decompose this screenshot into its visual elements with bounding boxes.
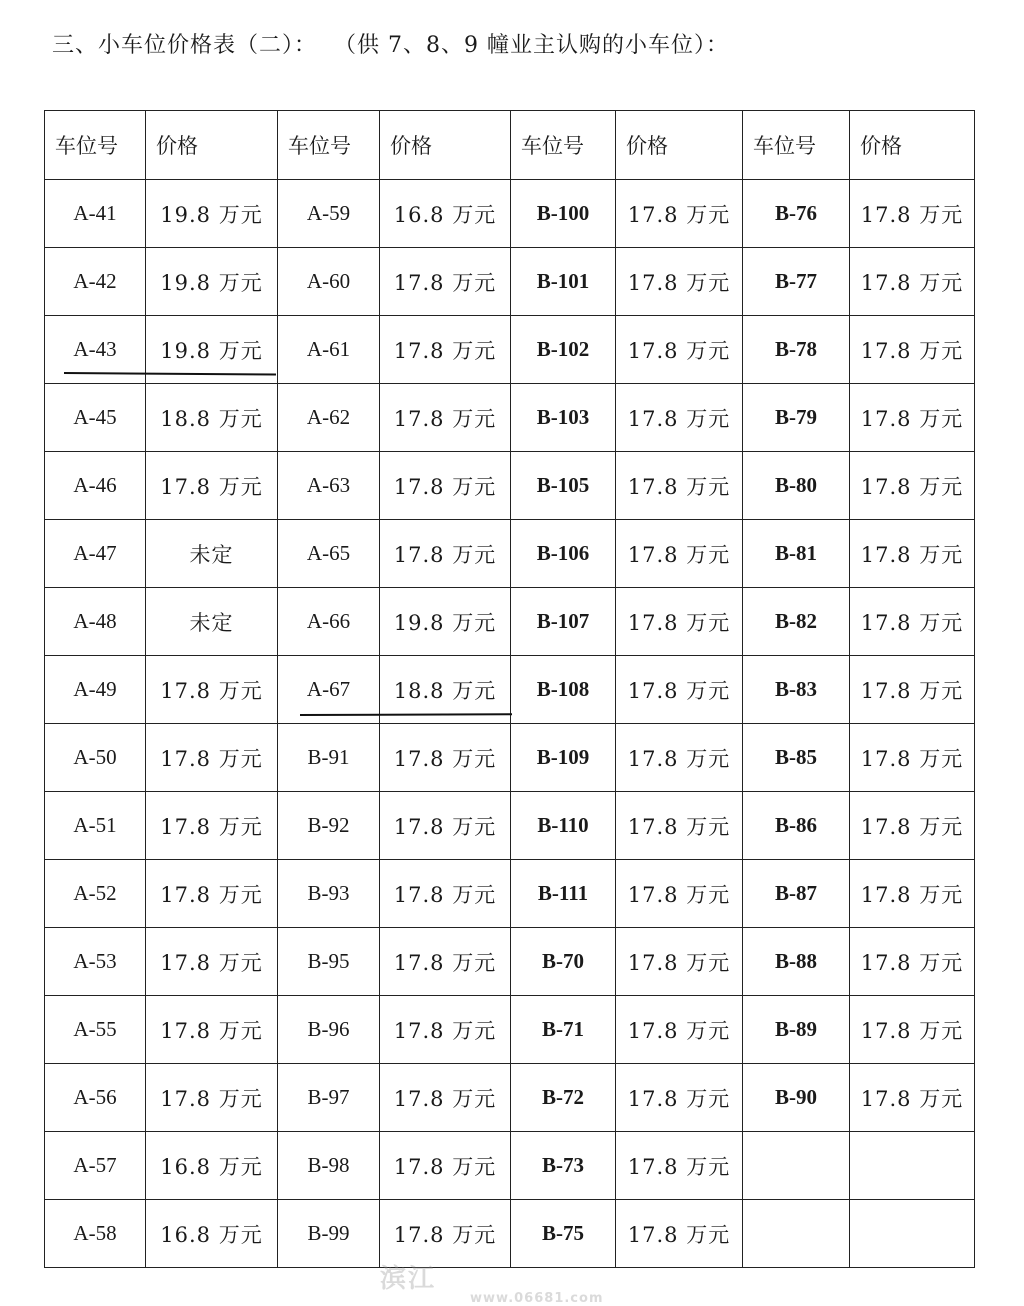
lot-number-cell: A-55 [45, 996, 146, 1064]
header-price: 价格 [850, 111, 975, 180]
lot-number-cell: B-99 [278, 1200, 380, 1268]
table-body [45, 180, 975, 1268]
lot-number-cell: B-80 [743, 452, 850, 520]
table-row [45, 520, 975, 588]
price-cell: 18.8 万元 [380, 656, 511, 724]
watermark [380, 1258, 604, 1306]
price-cell: 17.8 万元 [850, 588, 975, 656]
price-cell: 17.8 万元 [146, 928, 278, 996]
price-cell: 17.8 万元 [850, 384, 975, 452]
lot-number-cell: B-86 [743, 792, 850, 860]
price-cell: 17.8 万元 [850, 316, 975, 384]
price-cell: 17.8 万元 [616, 520, 743, 588]
lot-number-cell: A-52 [45, 860, 146, 928]
table-row [45, 588, 975, 656]
price-cell: 17.8 万元 [850, 1064, 975, 1132]
lot-number-cell: B-109 [511, 724, 616, 792]
price-cell: 17.8 万元 [616, 180, 743, 248]
price-cell: 19.8 万元 [146, 248, 278, 316]
price-cell: 未定 [146, 588, 278, 656]
price-cell: 17.8 万元 [850, 724, 975, 792]
lot-number-cell: A-45 [45, 384, 146, 452]
lot-number-cell: A-51 [45, 792, 146, 860]
lot-number-cell: A-66 [278, 588, 380, 656]
lot-number-cell: B-78 [743, 316, 850, 384]
lot-number-cell: B-90 [743, 1064, 850, 1132]
lot-number-cell: A-65 [278, 520, 380, 588]
table-row [45, 928, 975, 996]
title-subtitle: （供 7、8、9 幢业主认购的小车位）： [345, 33, 729, 58]
lot-number-cell: B-100 [511, 180, 616, 248]
lot-number-cell: B-95 [278, 928, 380, 996]
lot-number-cell: A-46 [45, 452, 146, 520]
table-row [45, 180, 975, 248]
price-cell [850, 1200, 975, 1268]
lot-number-cell: A-48 [45, 588, 146, 656]
lot-number-cell: A-43 [45, 316, 146, 384]
price-cell: 17.8 万元 [146, 656, 278, 724]
lot-number-cell: A-63 [278, 452, 380, 520]
lot-number-cell: B-97 [278, 1064, 380, 1132]
lot-number-cell: A-50 [45, 724, 146, 792]
price-cell: 17.8 万元 [616, 860, 743, 928]
lot-number-cell: B-92 [278, 792, 380, 860]
lot-number-cell: B-88 [743, 928, 850, 996]
table-row [45, 248, 975, 316]
lot-number-cell [743, 1132, 850, 1200]
lot-number-cell: B-105 [511, 452, 616, 520]
lot-number-cell: A-67 [278, 656, 380, 724]
lot-number-cell: B-75 [511, 1200, 616, 1268]
table-row [45, 1132, 975, 1200]
price-cell: 17.8 万元 [850, 656, 975, 724]
lot-number-cell: B-103 [511, 384, 616, 452]
title-main: 三、小车位价格表（二）： [52, 33, 318, 58]
price-cell: 17.8 万元 [616, 1200, 743, 1268]
price-cell: 17.8 万元 [380, 248, 511, 316]
price-cell: 16.8 万元 [380, 180, 511, 248]
price-cell: 17.8 万元 [850, 180, 975, 248]
price-cell: 17.8 万元 [616, 996, 743, 1064]
price-cell: 17.8 万元 [380, 928, 511, 996]
lot-number-cell: A-58 [45, 1200, 146, 1268]
price-cell: 17.8 万元 [616, 1132, 743, 1200]
price-cell: 17.8 万元 [616, 452, 743, 520]
price-cell: 未定 [146, 520, 278, 588]
lot-number-cell: B-107 [511, 588, 616, 656]
price-cell: 17.8 万元 [380, 792, 511, 860]
price-cell: 17.8 万元 [850, 520, 975, 588]
lot-number-cell: A-60 [278, 248, 380, 316]
page-title [52, 28, 729, 59]
lot-number-cell: B-73 [511, 1132, 616, 1200]
price-cell: 17.8 万元 [380, 996, 511, 1064]
price-cell: 19.8 万元 [146, 180, 278, 248]
price-cell: 17.8 万元 [616, 656, 743, 724]
lot-number-cell: B-96 [278, 996, 380, 1064]
lot-number-cell: B-82 [743, 588, 850, 656]
price-cell: 17.8 万元 [380, 1132, 511, 1200]
price-cell: 17.8 万元 [146, 452, 278, 520]
lot-number-cell: B-71 [511, 996, 616, 1064]
price-cell: 17.8 万元 [146, 996, 278, 1064]
price-cell: 17.8 万元 [380, 1064, 511, 1132]
price-cell: 17.8 万元 [146, 860, 278, 928]
lot-number-cell: A-49 [45, 656, 146, 724]
lot-number-cell: A-41 [45, 180, 146, 248]
lot-number-cell: B-101 [511, 248, 616, 316]
lot-number-cell: B-79 [743, 384, 850, 452]
price-cell: 18.8 万元 [146, 384, 278, 452]
header-lot-number: 车位号 [45, 111, 146, 180]
price-cell: 17.8 万元 [850, 792, 975, 860]
price-cell: 17.8 万元 [146, 792, 278, 860]
lot-number-cell: A-42 [45, 248, 146, 316]
price-cell: 17.8 万元 [850, 996, 975, 1064]
price-cell [850, 1132, 975, 1200]
price-cell: 17.8 万元 [850, 928, 975, 996]
header-price: 价格 [380, 111, 511, 180]
price-cell: 17.8 万元 [380, 1200, 511, 1268]
lot-number-cell: A-47 [45, 520, 146, 588]
price-cell: 17.8 万元 [616, 316, 743, 384]
lot-number-cell: B-72 [511, 1064, 616, 1132]
table-row [45, 1064, 975, 1132]
price-cell: 17.8 万元 [616, 792, 743, 860]
price-cell: 17.8 万元 [850, 860, 975, 928]
lot-number-cell: B-81 [743, 520, 850, 588]
price-cell: 16.8 万元 [146, 1132, 278, 1200]
lot-number-cell: A-53 [45, 928, 146, 996]
lot-number-cell: A-61 [278, 316, 380, 384]
header-lot-number: 车位号 [278, 111, 380, 180]
lot-number-cell: A-56 [45, 1064, 146, 1132]
table-row [45, 452, 975, 520]
price-cell: 17.8 万元 [616, 928, 743, 996]
price-cell: 17.8 万元 [380, 520, 511, 588]
table-header-row [45, 111, 975, 180]
watermark-text: 滨江 [380, 1264, 437, 1294]
lot-number-cell: A-57 [45, 1132, 146, 1200]
lot-number-cell: B-76 [743, 180, 850, 248]
header-price: 价格 [146, 111, 278, 180]
price-cell: 16.8 万元 [146, 1200, 278, 1268]
price-cell: 17.8 万元 [850, 452, 975, 520]
price-cell: 17.8 万元 [380, 860, 511, 928]
price-cell: 17.8 万元 [616, 1064, 743, 1132]
price-cell: 17.8 万元 [380, 384, 511, 452]
price-cell: 17.8 万元 [616, 248, 743, 316]
price-cell: 17.8 万元 [616, 588, 743, 656]
table-row [45, 384, 975, 452]
price-cell: 17.8 万元 [146, 1064, 278, 1132]
price-cell: 17.8 万元 [850, 248, 975, 316]
header-lot-number: 车位号 [511, 111, 616, 180]
table-row [45, 996, 975, 1064]
price-cell: 19.8 万元 [146, 316, 278, 384]
price-cell: 17.8 万元 [380, 452, 511, 520]
price-cell: 17.8 万元 [616, 724, 743, 792]
lot-number-cell: B-91 [278, 724, 380, 792]
lot-number-cell: A-62 [278, 384, 380, 452]
lot-number-cell: B-106 [511, 520, 616, 588]
lot-number-cell: B-93 [278, 860, 380, 928]
price-cell: 17.8 万元 [380, 724, 511, 792]
lot-number-cell: B-98 [278, 1132, 380, 1200]
lot-number-cell [743, 1200, 850, 1268]
lot-number-cell: B-108 [511, 656, 616, 724]
price-cell: 17.8 万元 [616, 384, 743, 452]
price-cell: 17.8 万元 [146, 724, 278, 792]
lot-number-cell: B-110 [511, 792, 616, 860]
lot-number-cell: B-89 [743, 996, 850, 1064]
table-row [45, 860, 975, 928]
watermark-url: www.06681.com [470, 1291, 604, 1306]
lot-number-cell: B-83 [743, 656, 850, 724]
header-lot-number: 车位号 [743, 111, 850, 180]
header-price: 价格 [616, 111, 743, 180]
price-cell: 17.8 万元 [380, 316, 511, 384]
lot-number-cell: B-77 [743, 248, 850, 316]
table-row [45, 724, 975, 792]
lot-number-cell: B-111 [511, 860, 616, 928]
lot-number-cell: A-59 [278, 180, 380, 248]
price-cell: 19.8 万元 [380, 588, 511, 656]
lot-number-cell: B-87 [743, 860, 850, 928]
lot-number-cell: B-102 [511, 316, 616, 384]
lot-number-cell: B-70 [511, 928, 616, 996]
parking-price-table [44, 110, 975, 1268]
table-row [45, 792, 975, 860]
lot-number-cell: B-85 [743, 724, 850, 792]
